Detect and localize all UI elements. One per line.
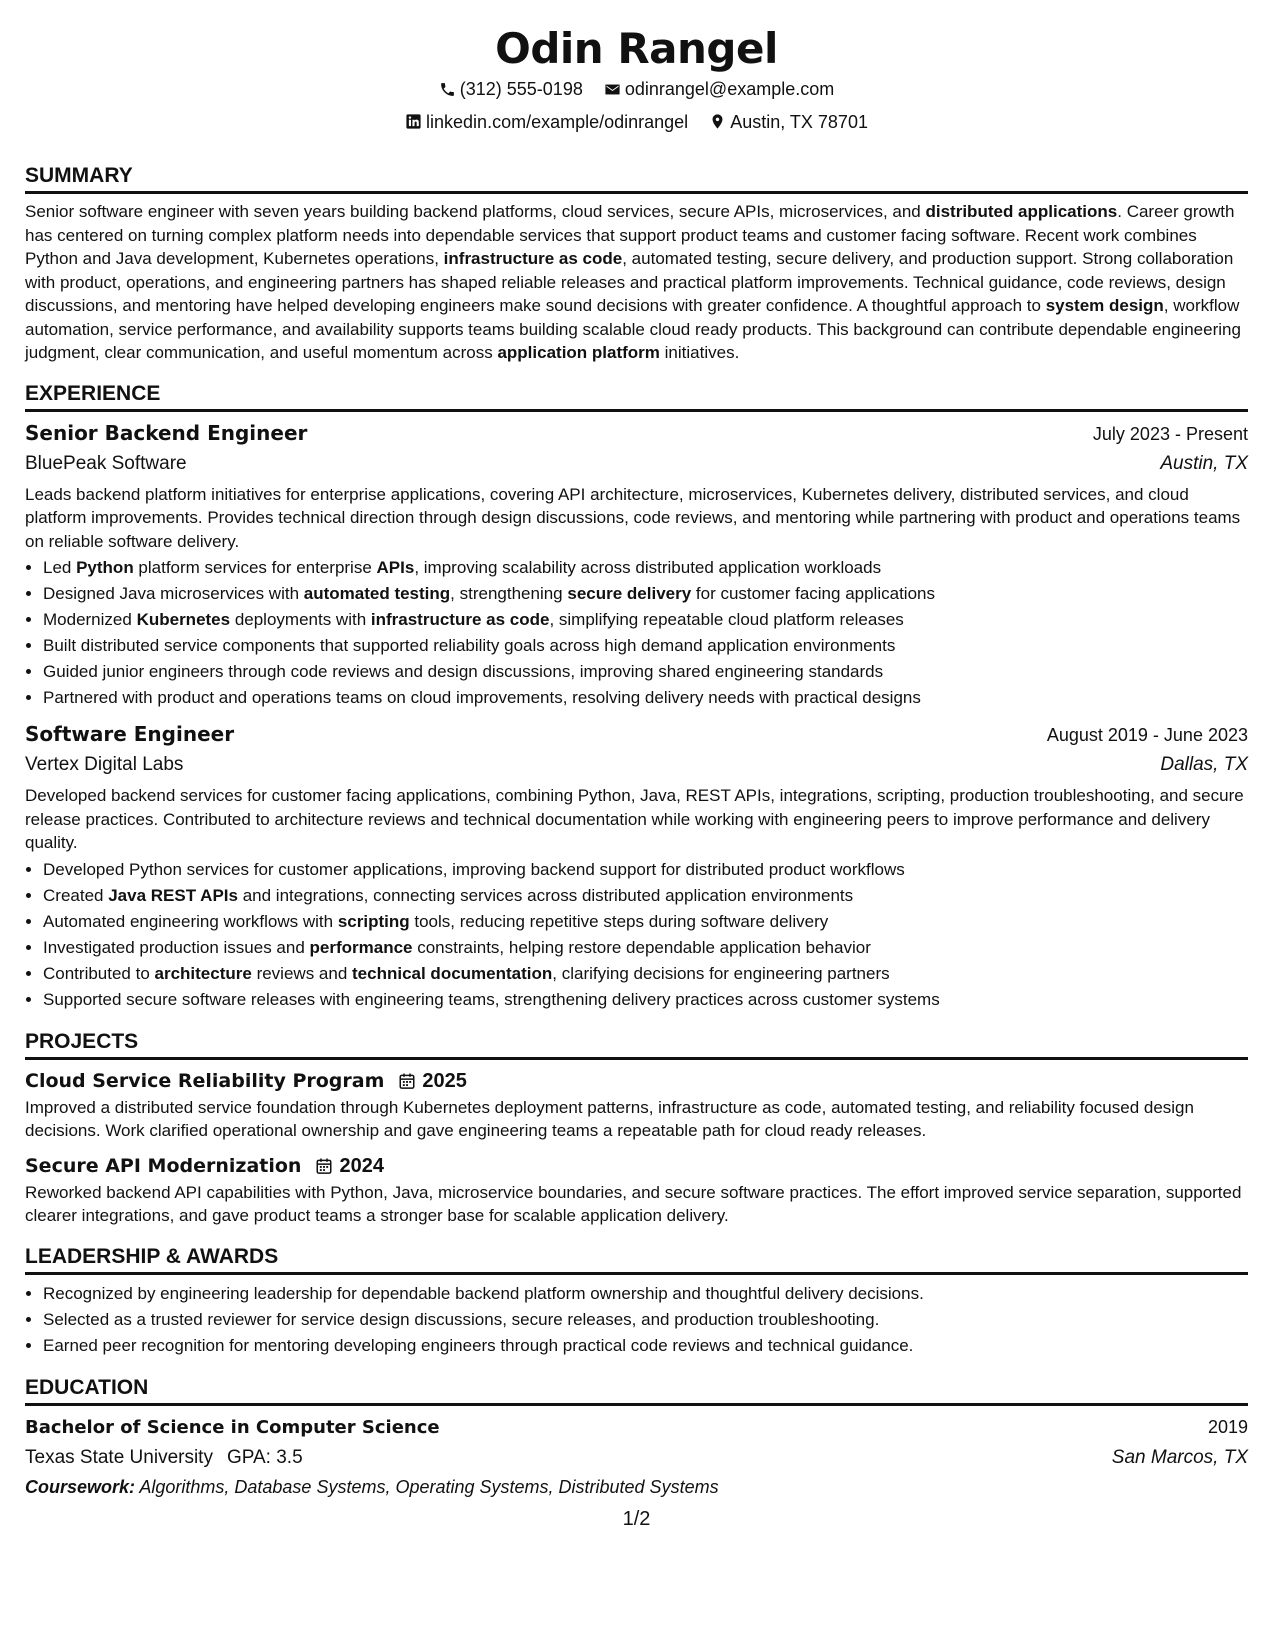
degree-name: Bachelor of Science in Computer Science bbox=[25, 1416, 440, 1438]
school-name: Texas State University bbox=[25, 1446, 213, 1468]
candidate-name: Odin Rangel bbox=[495, 24, 778, 73]
leadership-section bbox=[25, 1242, 1248, 1359]
company-name: Vertex Digital Labs bbox=[25, 754, 184, 775]
project-name: Cloud Service Reliability Program bbox=[25, 1069, 385, 1092]
education-heading: EDUCATION bbox=[25, 1373, 1248, 1406]
summary-text: Senior software engineer with seven years building backend platforms, cloud services, secure APIs, microservices, and distributed applications. Career growth has centered on turning complex platform needs into dependable services that support product teams and customer facing software. Recent work combines Python and Java development, Kubernetes operations, infrastructure as code, automated testing, secure delivery, and production support. Strong collaboration with product, operations, and engineering partners has shaped reliable releases and practical platform improvements. Technical guidance, code reviews, design discussions, and mentoring have helped developing engineers make sound decisions with greater confidence. A thoughtful approach to system design, workflow automation, service performance, and availability supports teams building scalable cloud ready products. This background can contribute dependable engineering judgment, clear communication, and useful momentum across application platform initiatives. bbox=[25, 202, 1241, 362]
list-item: • Guided junior engineers through code reviews and design discussions, improving shared engineering standards bbox=[43, 659, 1248, 685]
job-description: Developed backend services for customer facing applications, combining Python, Java, REST APIs, integrations, scripting, production troubleshooting, and secure release practices. Contributed to architecture reviews and technical documentation while working with engineering peers to improve performance and delivery quality. bbox=[25, 786, 1244, 852]
envelope-icon bbox=[604, 81, 621, 98]
linkedin-contact[interactable] bbox=[405, 107, 688, 137]
list-item: • Built distributed service components that supported reliability goals across high demand application environments bbox=[43, 633, 1248, 659]
list-item: • Investigated production issues and performance constraints, helping restore dependable application behavior bbox=[43, 935, 1248, 961]
location-contact bbox=[709, 107, 868, 137]
job-bullets bbox=[25, 555, 1248, 711]
project-description: Improved a distributed service foundation through Kubernetes deployment patterns, infrastructure as code, automated testing, and reliability focused design decisions. Work clarified operational ownership and gave engineering teams a repeatable path for cloud ready releases. bbox=[25, 1097, 1194, 1140]
company-name: BluePeak Software bbox=[25, 452, 187, 474]
job-entry bbox=[25, 719, 1248, 1013]
contact-row-2 bbox=[25, 107, 1248, 140]
project-header bbox=[25, 1151, 1248, 1181]
job-subheader bbox=[25, 750, 1248, 780]
contact-row-1 bbox=[25, 74, 1248, 107]
projects-heading: PROJECTS bbox=[25, 1027, 1248, 1060]
list-item: • Designed Java microservices with automated testing, strengthening secure delivery for customer facing applications bbox=[43, 581, 1248, 607]
job-dates: July 2023 - Present bbox=[1092, 423, 1248, 444]
job-header bbox=[25, 418, 1248, 449]
list-item: • Developed Python services for customer applications, improving backend support for distributed product workflows bbox=[43, 857, 1248, 883]
linkedin-icon bbox=[405, 113, 422, 130]
job-location: Austin, TX bbox=[1160, 452, 1248, 474]
linkedin-url[interactable]: linkedin.com/example/odinrangel bbox=[426, 111, 689, 132]
project-year: 2024 bbox=[339, 1154, 384, 1177]
leadership-heading: LEADERSHIP & AWARDS bbox=[25, 1242, 1248, 1275]
project-year: 2025 bbox=[422, 1069, 467, 1092]
list-item: • Selected as a trusted reviewer for service design discussions, secure releases, and production troubleshooting. bbox=[43, 1307, 1248, 1333]
list-item: • Automated engineering workflows with scripting tools, reducing repetitive steps during software delivery bbox=[43, 909, 1248, 935]
coursework bbox=[25, 1473, 1248, 1501]
list-item: • Created Java REST APIs and integrations, connecting services across distributed application environments bbox=[43, 883, 1248, 909]
job-title: Senior Backend Engineer bbox=[25, 420, 308, 445]
page-number: 1/2 bbox=[622, 1508, 651, 1530]
project-description: Reworked backend API capabilities with Python, Java, microservice boundaries, and secure software practices. The effort improved service separation, supported clearer integrations, and gave product teams a stronger base for scalable application delivery. bbox=[25, 1182, 1242, 1225]
calendar-icon bbox=[398, 1072, 416, 1090]
job-bullets bbox=[25, 857, 1248, 1013]
leadership-bullets bbox=[25, 1281, 1248, 1359]
job-dates: August 2019 - June 2023 bbox=[1046, 725, 1248, 745]
job-location: Dallas, TX bbox=[1160, 754, 1248, 775]
job-description: Leads backend platform initiatives for enterprise applications, covering API architecture, microservices, Kubernetes delivery, distributed services, and cloud platform improvements. Provides technical direction through design discussions, code reviews, and mentoring while partnering with product and operations teams on reliable software delivery. bbox=[25, 484, 1241, 551]
project-header bbox=[25, 1066, 1248, 1096]
map-pin-icon bbox=[709, 113, 726, 130]
job-header bbox=[25, 719, 1248, 750]
education-subheader bbox=[25, 1443, 1248, 1473]
summary-heading: SUMMARY bbox=[25, 161, 1248, 194]
gpa: GPA: 3.5 bbox=[226, 1446, 303, 1468]
list-item: • Modernized Kubernetes deployments with infrastructure as code, simplifying repeatable cloud platform releases bbox=[43, 607, 1248, 633]
list-item: • Contributed to architecture reviews and technical documentation, clarifying decisions for engineering partners bbox=[43, 961, 1248, 987]
summary-section bbox=[25, 161, 1248, 365]
experience-heading: EXPERIENCE bbox=[25, 379, 1248, 412]
email-address[interactable]: odinrangel@example.com bbox=[624, 79, 835, 99]
location-text: Austin, TX 78701 bbox=[730, 111, 868, 132]
graduation-year: 2019 bbox=[1207, 1416, 1248, 1437]
email-contact[interactable] bbox=[604, 74, 834, 104]
list-item: • Earned peer recognition for mentoring developing engineers through practical code reviews and technical guidance. bbox=[43, 1333, 1248, 1359]
project-name: Secure API Modernization bbox=[25, 1154, 302, 1177]
education-section bbox=[25, 1373, 1248, 1501]
school-info bbox=[25, 1444, 303, 1472]
resume-page bbox=[25, 0, 1248, 1650]
phone-contact bbox=[439, 74, 583, 104]
education-header bbox=[25, 1412, 1248, 1443]
phone-number: (312) 555-0198 bbox=[459, 79, 583, 99]
list-item: • Led Python platform services for enterprise APIs, improving scalability across distributed application workloads bbox=[43, 555, 1248, 581]
experience-section bbox=[25, 379, 1248, 1013]
school-location: San Marcos, TX bbox=[1111, 1446, 1248, 1468]
job-entry bbox=[25, 418, 1248, 712]
job-title: Software Engineer bbox=[25, 722, 235, 746]
coursework-list: Algorithms, Database Systems, Operating Systems, Distributed Systems bbox=[135, 1476, 719, 1497]
list-item: • Partnered with product and operations teams on cloud improvements, resolving delivery needs with practical designs bbox=[43, 685, 1248, 711]
projects-section bbox=[25, 1027, 1248, 1228]
calendar-icon bbox=[315, 1157, 333, 1175]
list-item: • Recognized by engineering leadership for dependable backend platform ownership and thoughtful delivery decisions. bbox=[43, 1281, 1248, 1307]
coursework-label: Coursework: bbox=[25, 1476, 136, 1497]
job-subheader bbox=[25, 449, 1248, 479]
phone-icon bbox=[439, 81, 456, 98]
list-item: • Supported secure software releases with engineering teams, strengthening delivery practices across customer systems bbox=[43, 987, 1248, 1013]
